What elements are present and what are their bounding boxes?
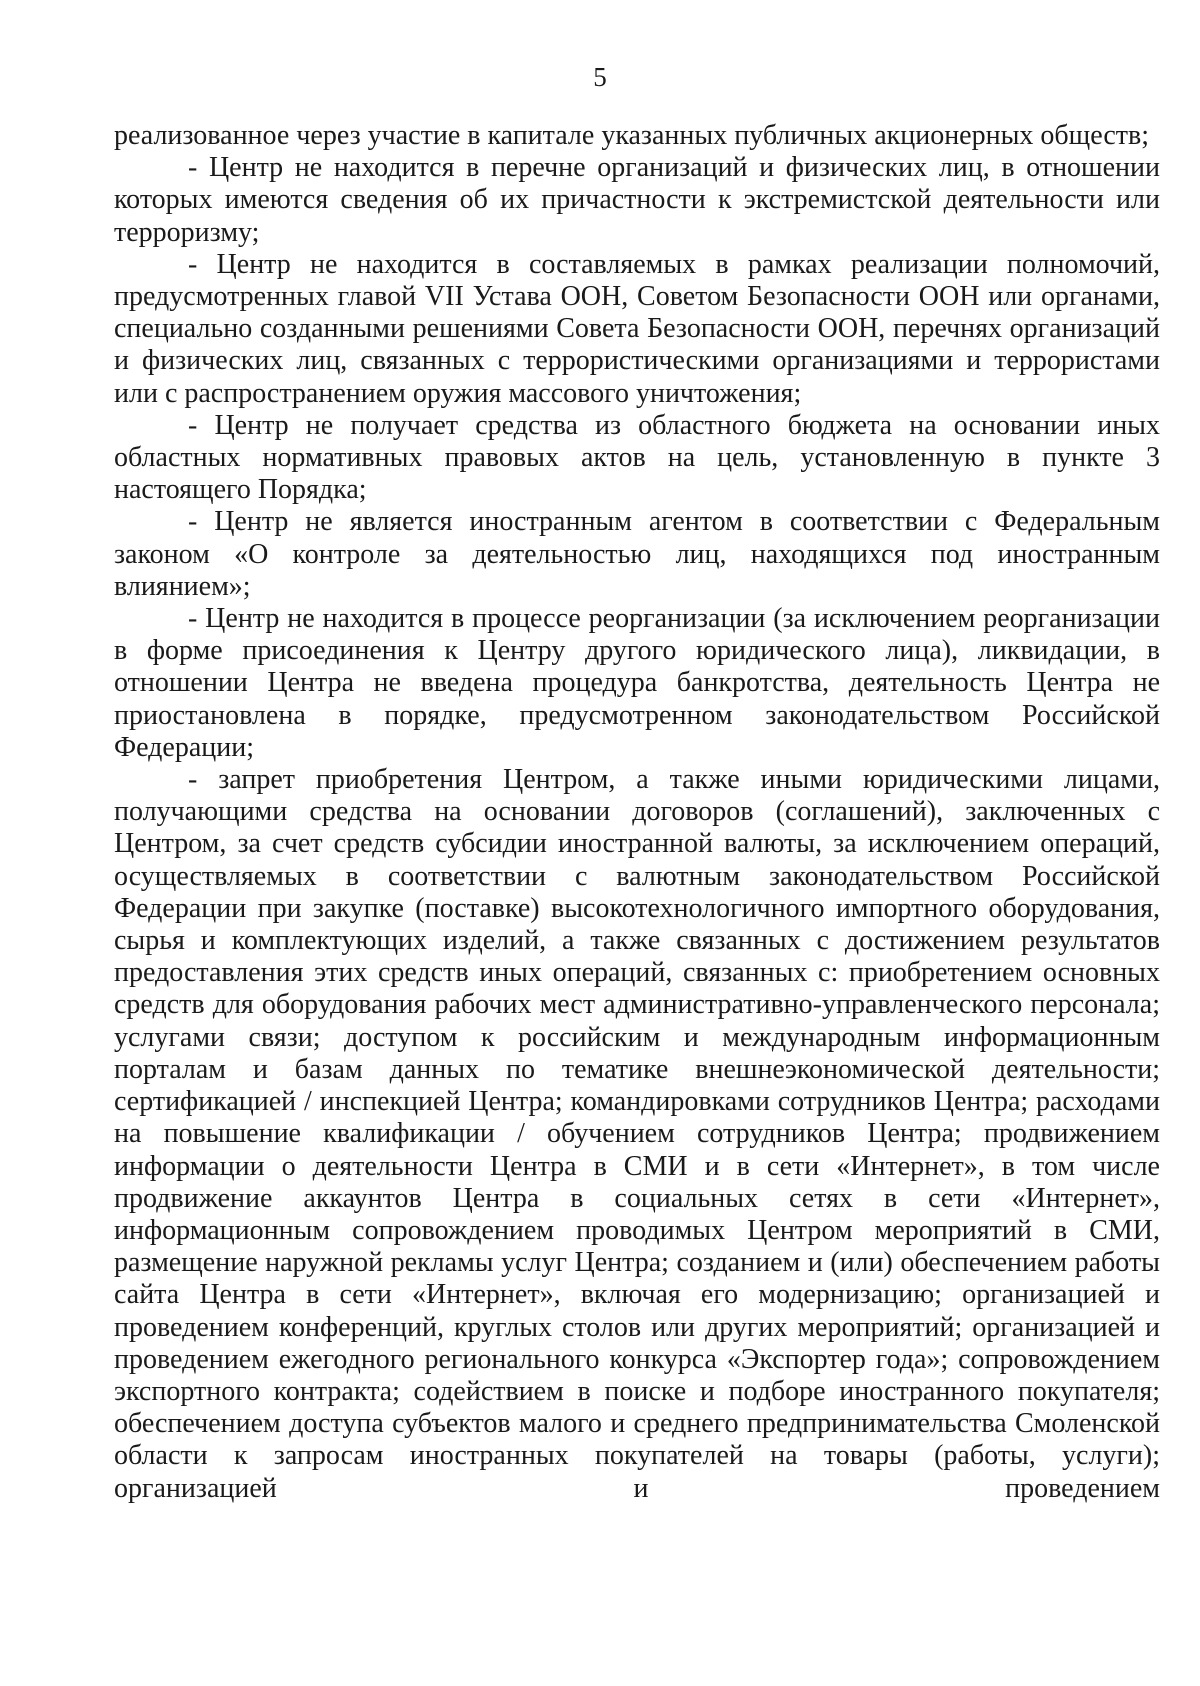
paragraph-no-other-budget-funds: - Центр не получает средства из областного бюджета на основании иных областных нормативных правовых актов на цель, установленную в пункте 3 настоящего Порядка; (114, 409, 1160, 506)
paragraph-foreign-currency-ban: - запрет приобретения Центром, а также иными юридическими лицами, получающими средства на основании договоров (соглашений), заключенных с Центром, за счет средств субсидии иностранной валюты, за исключением операций, осуществляемых в соответствии с валютным законодательством Российской Федерации при закупке (поставке) высокотехнологичного импортного оборудования, сырья и комплектующих изделий, а также связанных с достижением результатов предоставления этих средств иных операций, связанных с: приобретением основных средств для оборудования рабочих мест административно-управленческого персонала; услугами связи; доступом к российским и международным информационным порталам и базам данных по тематике внешнеэкономической деятельности; сертификацией / инспекцией Центра; командировками сотрудников Центра; расходами на повышение квалификации / обучением сотрудников Центра; продвижением информации о деятельности Центра в СМИ и в сети «Интернет», в том числе продвижение аккаунтов Центра в социальных сетях в сети «Интернет», информационным сопровождением проводимых Центром мероприятий в СМИ, размещение наружной рекламы услуг Центра; созданием и (или) обеспечением работы сайта Центра в сети «Интернет», включая его модернизацию; организацией и проведением конференций, круглых столов или других мероприятий; организацией и проведением ежегодного регионального конкурса «Экспортер года»; сопровождением экспортного контракта; содействием в поиске и подборе иностранного покупателя; обеспечением доступа субъектов малого и среднего предпринимательства Смоленской области к запросам иностранных покупателей на товары (работы, услуги); организацией и проведением (114, 764, 1160, 1504)
paragraph-not-in-un-lists: - Центр не находится в составляемых в рамках реализации полномочий, предусмотренных главой VII Устава ООН, Советом Безопасности ООН или органами, специально созданными решениями Совета Безопасности ООН, перечнях организаций и физических лиц, связанных с террористическими организациями и террористами или с распространением оружия массового уничтожения; (114, 248, 1160, 409)
paragraph-not-in-extremist-list: - Центр не находится в перечне организаций и физических лиц, в отношении которых имеются сведения об их причастности к экстремистской деятельности или терроризму; (114, 152, 1160, 248)
page-number: 5 (593, 62, 607, 92)
document-body (114, 120, 1160, 1505)
paragraph-not-in-reorganization: - Центр не находится в процессе реорганизации (за исключением реорганизации в форме присоединения к Центру другого юридического лица), ликвидации, в отношении Центра не введена процедура банкротства, деятельность Центра не приостановлена в порядке, предусмотренном законодательством Российской Федерации; (114, 603, 1160, 763)
paragraph-continuation: реализованное через участие в капитале указанных публичных акционерных обществ; (114, 120, 1150, 151)
paragraph-not-foreign-agent: - Центр не является иностранным агентом в соответствии с Федеральным законом «О контроле за деятельностью лиц, находящихся под иностранным влиянием»; (114, 506, 1160, 602)
